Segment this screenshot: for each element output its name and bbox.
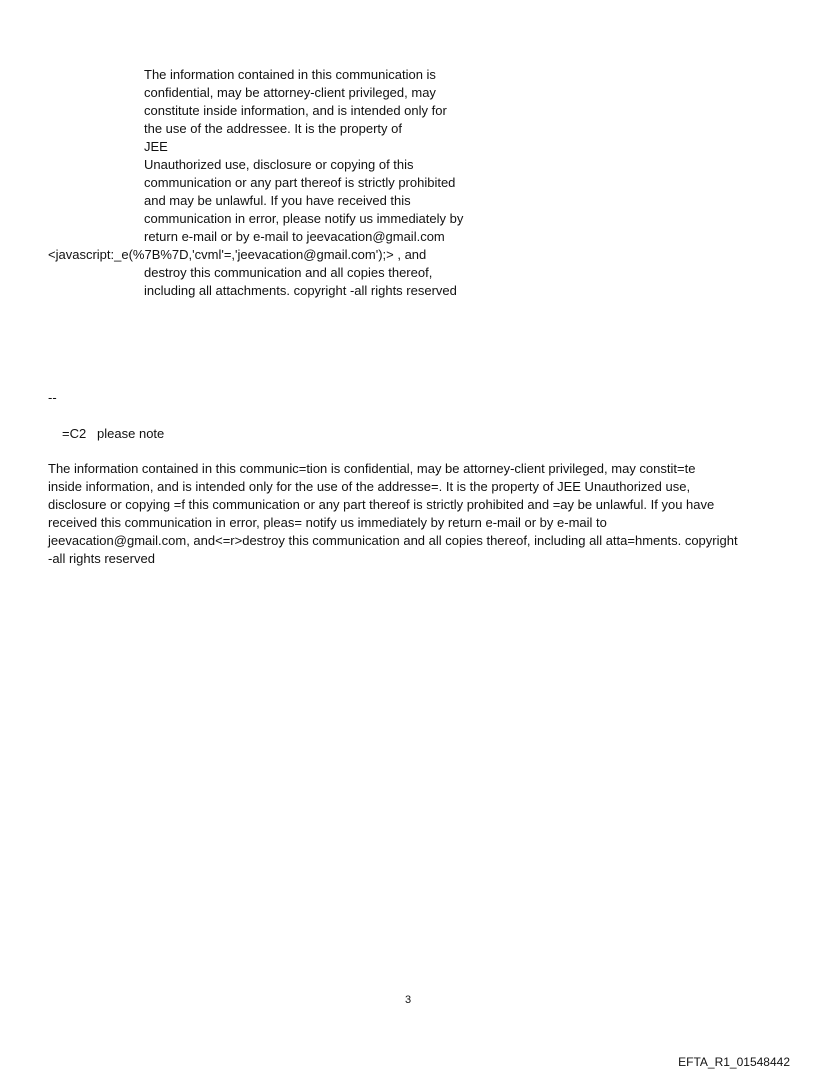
notice-block-line-link: <javascript:_e(%7B%7D,'cvml'=,'jeevacation@gmail.com');> , and xyxy=(48,247,427,262)
notice-block-line: communication or any part thereof is strictly prohibited xyxy=(144,175,456,190)
notice-paragraph-line: disclosure or copying =f this communication or any part thereof is strictly prohibited and =ay be unlawful. If you have xyxy=(48,497,715,512)
notice-block-line: communication in error, please notify us immediately by xyxy=(144,211,464,226)
notice-block-line: destroy this communication and all copies thereof, xyxy=(144,265,433,280)
notice-paragraph-line: The information contained in this communic=tion is confidential, may be attorney-client privileged, may constit=te xyxy=(48,461,696,476)
notice-paragraph-line: inside information, and is intended only for the use of the addresse=. It is the property of JEE Unauthorized use, xyxy=(48,479,691,494)
notice-block-line: constitute inside information, and is intended only for xyxy=(144,103,447,118)
please-note-line: =C2 please note xyxy=(62,426,165,441)
notice-block-line: including all attachments. copyright -all rights reserved xyxy=(144,283,457,298)
notice-block-line: and may be unlawful. If you have received this xyxy=(144,193,411,208)
notice-paragraph-line: jeevacation@gmail.com, and<=r>destroy this communication and all copies thereof, including all atta=hments. copyright xyxy=(48,533,738,548)
notice-block-line: JEE xyxy=(144,139,168,154)
signature-separator: -- xyxy=(48,390,57,405)
notice-block-line: return e-mail or by e-mail to jeevacation@gmail.com xyxy=(144,229,445,244)
page-number: 3 xyxy=(404,994,412,1006)
notice-block-line: the use of the addressee. It is the property of xyxy=(144,121,402,136)
document-id: EFTA_R1_01548442 xyxy=(678,1055,790,1069)
notice-paragraph-line: -all rights reserved xyxy=(48,551,155,566)
notice-paragraph-line: received this communication in error, pleas= notify us immediately by return e-mail or by e-mail to xyxy=(48,515,607,530)
notice-block-line: confidential, may be attorney-client privileged, may xyxy=(144,85,436,100)
notice-block-line: The information contained in this communication is xyxy=(144,67,436,82)
notice-block-line: Unauthorized use, disclosure or copying of this xyxy=(144,157,414,172)
